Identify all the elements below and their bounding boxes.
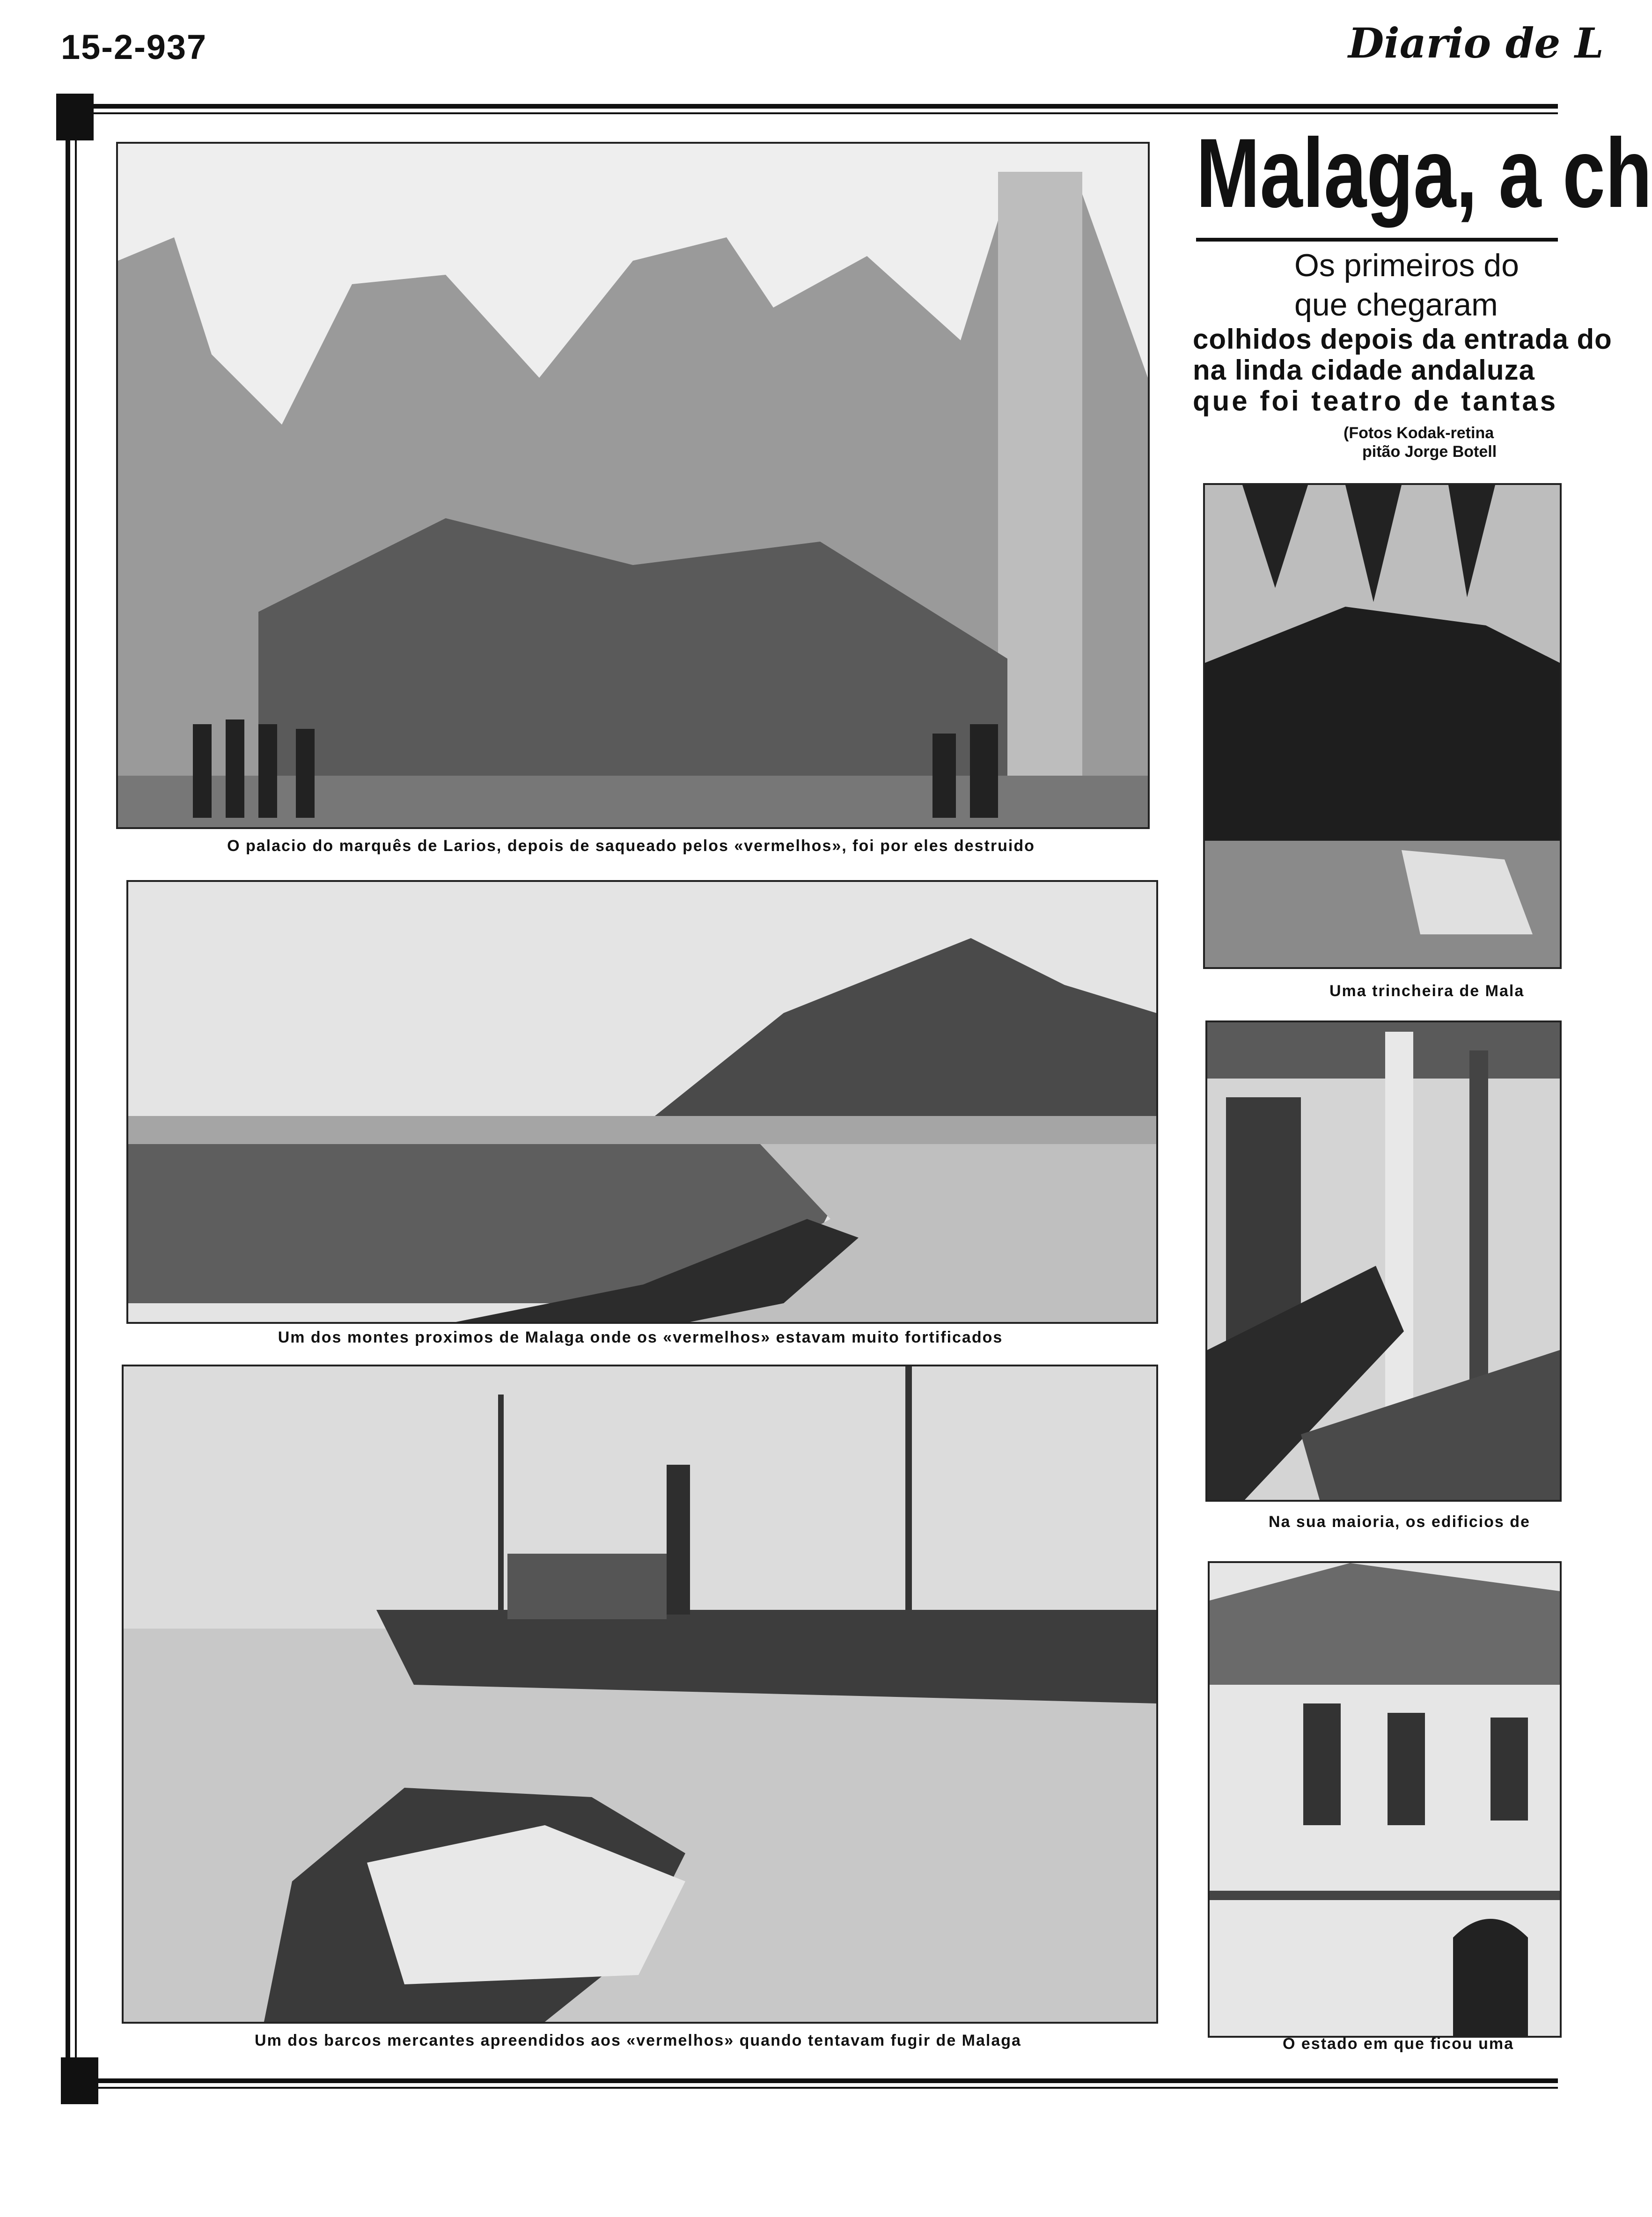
newspaper-masthead: Diario de L — [1348, 19, 1604, 67]
photo-credit — [1344, 424, 1558, 461]
caption-photo-2: Um dos montes proximos de Malaga onde os «vermelhos» estavam muito fortificados — [278, 1329, 1003, 1346]
photo-damaged-house — [1208, 1561, 1562, 2038]
left-rule-thin — [75, 140, 77, 2060]
top-rule-thin — [61, 112, 1558, 114]
article-subhead — [1294, 246, 1558, 324]
caption-side-photo-2: Na sua maioria, os edificios de — [1269, 1513, 1530, 1531]
deck-line-1: colhidos depois da entrada do — [1193, 323, 1612, 355]
deck-line-3: que foi teatro de tantas — [1193, 385, 1558, 417]
credit-line-1: (Fotos Kodak-retina — [1344, 424, 1494, 442]
photo-merchant-ship — [122, 1365, 1158, 2024]
photo-fortified-hill — [126, 880, 1158, 1324]
credit-line-2: pitão Jorge Botell — [1362, 443, 1497, 461]
subhead-line-2: que chegaram — [1294, 287, 1498, 323]
caption-photo-1: O palacio do marquês de Larios, depois de saqueado pelos «vermelhos», foi por eles destruido — [227, 837, 1035, 855]
bottom-rule — [98, 2078, 1558, 2083]
article-headline: Malaga, a ch — [1196, 118, 1652, 228]
top-rule — [61, 104, 1558, 109]
photo-palace-ruins — [116, 142, 1150, 829]
bottom-rule-thin — [98, 2087, 1558, 2089]
caption-side-photo-3: O estado em que ficou uma — [1283, 2035, 1514, 2053]
subhead-line-1: Os primeiros do — [1294, 248, 1519, 283]
headline-underline — [1196, 238, 1558, 242]
bottom-left-corner-block — [61, 2057, 98, 2104]
photo-buildings — [1205, 1020, 1562, 1502]
article-deck — [1193, 323, 1612, 417]
issue-date: 15-2-937 — [61, 28, 207, 66]
caption-photo-3: Um dos barcos mercantes apreendidos aos «vermelhos» quando tentavam fugir de Malaga — [255, 2032, 1021, 2049]
top-left-corner-block — [56, 94, 94, 140]
left-rule — [66, 140, 70, 2060]
photo-trench — [1203, 483, 1562, 969]
caption-side-photo-1: Uma trincheira de Mala — [1329, 982, 1525, 1000]
deck-line-2: na linda cidade andaluza — [1193, 354, 1535, 386]
